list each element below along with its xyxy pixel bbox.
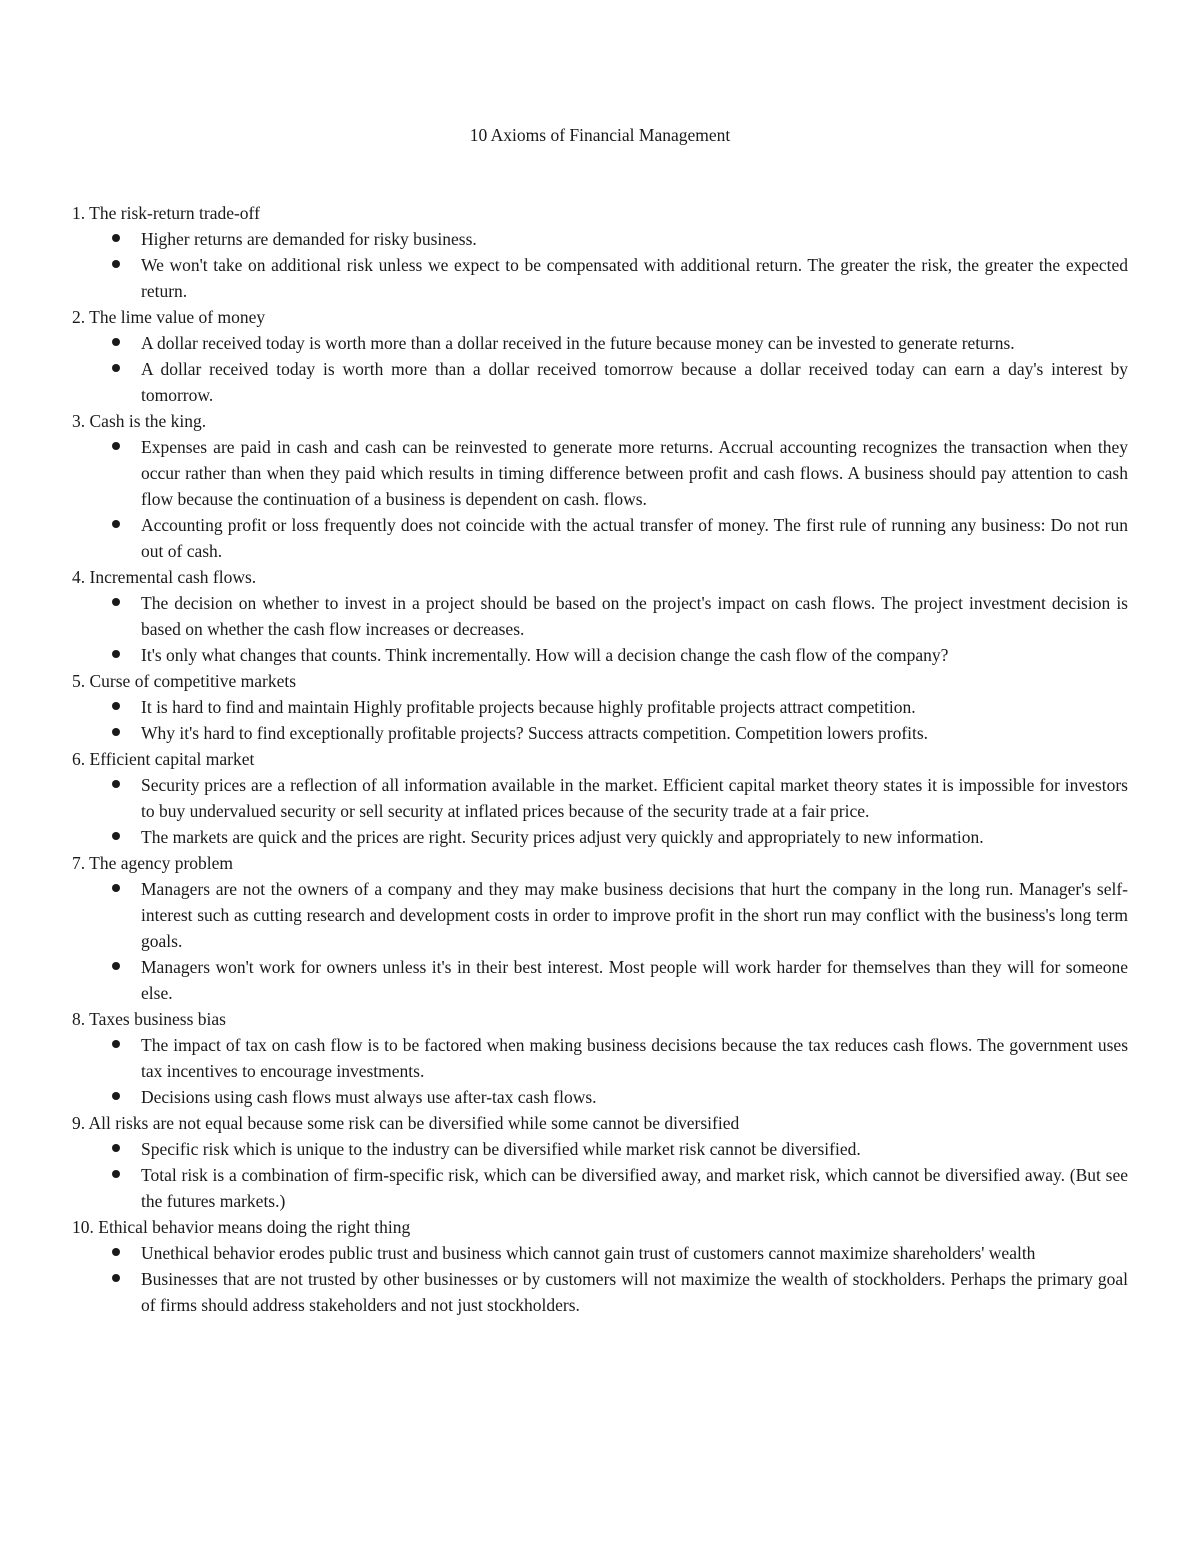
bullet-item	[72, 252, 1128, 304]
bullet-list	[72, 876, 1128, 1006]
bullet-dot-icon	[112, 884, 120, 892]
bullet-dot-icon	[112, 442, 120, 450]
bullet-item	[72, 720, 1128, 746]
bullet-item	[72, 590, 1128, 642]
axiom-heading: 10. Ethical behavior means doing the right thing	[72, 1217, 411, 1237]
bullet-item	[72, 954, 1128, 1006]
axiom-heading: 5. Curse of competitive markets	[72, 671, 297, 691]
bullet-item	[72, 1032, 1128, 1084]
bullet-dot-icon	[112, 234, 120, 242]
bullet-text: Managers are not the owners of a company and they may make business decisions that hurt the company in the long run. Manager's self-interest such as cutting research and development costs in order to improve profit in the short run may conflict with the business's long term goals.	[141, 879, 1128, 951]
bullet-list	[72, 226, 1128, 304]
bullet-item	[72, 1162, 1128, 1214]
bullet-dot-icon	[112, 962, 120, 970]
bullet-text: Decisions using cash flows must always use after-tax cash flows.	[141, 1087, 597, 1107]
bullet-text: The markets are quick and the prices are right. Security prices adjust very quickly and appropriately to new information.	[141, 827, 984, 847]
bullet-item	[72, 1240, 1128, 1266]
bullet-item	[72, 330, 1128, 356]
bullet-text: We won't take on additional risk unless we expect to be compensated with additional return. The greater the risk, the greater the expected return.	[141, 255, 1128, 301]
bullet-list	[72, 330, 1128, 408]
bullet-text: A dollar received today is worth more than a dollar received in the future because money can be invested to generate returns.	[141, 333, 1015, 353]
bullet-dot-icon	[112, 1274, 120, 1282]
bullet-item	[72, 772, 1128, 824]
axiom-section	[72, 1006, 1128, 1110]
bullet-item	[72, 1084, 1128, 1110]
axiom-list	[72, 200, 1128, 1318]
bullet-text: It's only what changes that counts. Think incrementally. How will a decision change the cash flow of the company?	[141, 645, 949, 665]
bullet-dot-icon	[112, 1248, 120, 1256]
bullet-dot-icon	[112, 1170, 120, 1178]
bullet-text: Managers won't work for owners unless it's in their best interest. Most people will work harder for themselves than they will for someone else.	[141, 957, 1128, 1003]
bullet-text: Businesses that are not trusted by other businesses or by customers will not maximize the wealth of stockholders. Perhaps the primary goal of firms should address stakeholders and not just stockholders.	[141, 1269, 1128, 1315]
bullet-dot-icon	[112, 260, 120, 268]
bullet-item	[72, 876, 1128, 954]
bullet-text: Unethical behavior erodes public trust and business which cannot gain trust of customers cannot maximize shareholders' wealth	[141, 1243, 1036, 1263]
axiom-section	[72, 200, 1128, 304]
bullet-dot-icon	[112, 364, 120, 372]
bullet-dot-icon	[112, 702, 120, 710]
axiom-section	[72, 1214, 1128, 1318]
bullet-dot-icon	[112, 1144, 120, 1152]
bullet-item	[72, 1266, 1128, 1318]
bullet-text: It is hard to find and maintain Highly profitable projects because highly profitable projects attract competition.	[141, 697, 916, 717]
bullet-list	[72, 1136, 1128, 1214]
document-title: 10 Axioms of Financial Management	[469, 125, 731, 145]
bullet-text: The impact of tax on cash flow is to be factored when making business decisions because the tax reduces cash flows. The government uses tax incentives to encourage investments.	[141, 1035, 1128, 1081]
axiom-section	[72, 304, 1128, 408]
bullet-text: A dollar received today is worth more than a dollar received tomorrow because a dollar received today can earn a day's interest by tomorrow.	[141, 359, 1128, 405]
axiom-section	[72, 1110, 1128, 1214]
bullet-dot-icon	[112, 1092, 120, 1100]
bullet-text: Security prices are a reflection of all information available in the market. Efficient capital market theory states it is impossible for investors to buy undervalued security or sell security at inflated prices because of the security trade at a fair price.	[141, 775, 1128, 821]
bullet-item	[72, 434, 1128, 512]
axiom-heading: 4. Incremental cash flows.	[72, 567, 257, 587]
axiom-heading: 6. Efficient capital market	[72, 749, 255, 769]
axiom-heading: 1. The risk-return trade-off	[72, 203, 260, 223]
bullet-item	[72, 1136, 1128, 1162]
bullet-dot-icon	[112, 832, 120, 840]
axiom-section	[72, 564, 1128, 668]
bullet-text: Accounting profit or loss frequently does not coincide with the actual transfer of money. The first rule of running any business: Do not run out of cash.	[141, 515, 1128, 561]
axiom-section	[72, 668, 1128, 746]
bullet-dot-icon	[112, 338, 120, 346]
bullet-item	[72, 824, 1128, 850]
bullet-text: Expenses are paid in cash and cash can be reinvested to generate more returns. Accrual accounting recognizes the transaction when they occur rather than when they paid which results in timing difference between profit and cash flows. A business should pay attention to cash flow because the continuation of a business is dependent on cash. flows.	[141, 437, 1128, 509]
bullet-text: Specific risk which is unique to the industry can be diversified while market risk cannot be diversified.	[141, 1139, 861, 1159]
bullet-dot-icon	[112, 598, 120, 606]
axiom-heading: 7. The agency problem	[72, 853, 234, 873]
bullet-dot-icon	[112, 650, 120, 658]
bullet-item	[72, 642, 1128, 668]
bullet-dot-icon	[112, 520, 120, 528]
axiom-section	[72, 850, 1128, 1006]
axiom-heading: 3. Cash is the king.	[72, 411, 207, 431]
bullet-item	[72, 512, 1128, 564]
axiom-heading: 8. Taxes business bias	[72, 1009, 226, 1029]
bullet-text: Why it's hard to find exceptionally profitable projects? Success attracts competition. Competition lowers profits.	[141, 723, 929, 743]
bullet-item	[72, 694, 1128, 720]
bullet-list	[72, 772, 1128, 850]
bullet-item	[72, 356, 1128, 408]
axiom-section	[72, 746, 1128, 850]
bullet-dot-icon	[112, 1040, 120, 1048]
bullet-list	[72, 590, 1128, 668]
axiom-heading: 2. The lime value of money	[72, 307, 266, 327]
bullet-text: Total risk is a combination of firm-specific risk, which can be diversified away, and market risk, which cannot be diversified away. (But see the futures markets.)	[141, 1165, 1128, 1211]
bullet-text: The decision on whether to invest in a project should be based on the project's impact on cash flows. The project investment decision is based on whether the cash flow increases or decreases.	[141, 593, 1128, 639]
bullet-dot-icon	[112, 780, 120, 788]
bullet-list	[72, 1240, 1128, 1318]
bullet-list	[72, 434, 1128, 564]
bullet-list	[72, 1032, 1128, 1110]
bullet-text: Higher returns are demanded for risky business.	[141, 229, 477, 249]
bullet-dot-icon	[112, 728, 120, 736]
bullet-item	[72, 226, 1128, 252]
axiom-section	[72, 408, 1128, 564]
bullet-list	[72, 694, 1128, 746]
axiom-heading: 9. All risks are not equal because some risk can be diversified while some cannot be diversified	[72, 1113, 740, 1133]
